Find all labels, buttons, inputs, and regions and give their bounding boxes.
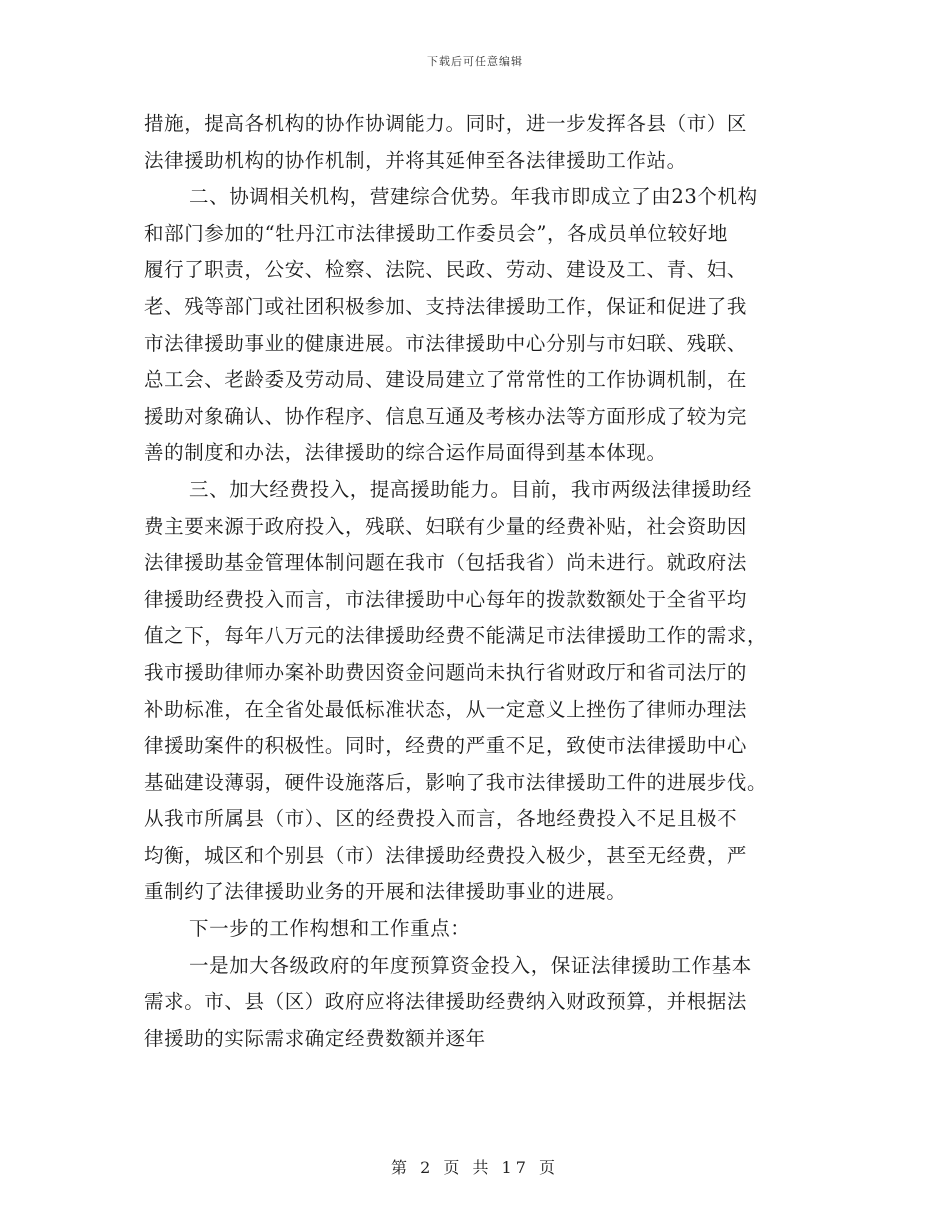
body-text <box>144 106 804 1057</box>
text-line: 法律援助机构的协作机制，并将其延伸至各法律援助工作站。 <box>144 148 687 172</box>
text-line: 履行了职责，公安、检察、法院、民政、劳动、建设及工、青、妇、 <box>144 258 748 282</box>
text-line: 从我市所属县（市）、区的经费投入而言，各地经费投入不足且极不 <box>144 807 738 831</box>
text-line: 律援助经费投入而言，市法律援助中心每年的拨款数额处于全省平均 <box>144 587 748 611</box>
text-line: 措施，提高各机构的协作协调能力。同时，进一步发挥各县（市）区 <box>144 112 748 135</box>
text-line: 市法律援助事业的健康进展。市法律援助中心分别与市妇联、残联、 <box>144 331 748 355</box>
text-line: 和部门参加的“牡丹江市法律援助工作委员会”，各成员单位较好地 <box>144 221 728 245</box>
text-line: 均衡，城区和个别县（市）法律援助经费投入极少，甚至无经费，严 <box>144 843 748 867</box>
text-line: 法律援助基金管理体制问题在我市（包括我省）尚未进行。就政府法 <box>144 551 748 575</box>
page-number-footer: 第 2 页 共 17 页 <box>391 1158 559 1177</box>
text-line: 总工会、老龄委及劳动局、建设局建立了常常性的工作协调机制，在 <box>144 368 748 392</box>
text-line: 我市援助律师办案补助费因资金问题尚未执行省财政厅和省司法厅的 <box>144 660 748 684</box>
text-line: 律援助的实际需求确定经费数额并逐年 <box>144 1026 486 1050</box>
text-line: 补助标准，在全省处最低标准状态，从一定意义上挫伤了律师办理法 <box>144 697 748 721</box>
text-line: 值之下，每年八万元的法律援助经费不能满足市法律援助工作的需求， <box>144 624 768 648</box>
paragraph-start-line: 一是加大各级政府的年度预算资金投入，保证法律援助工作基本 <box>189 953 752 977</box>
paragraph-start-line: 下一步的工作构想和工作重点： <box>189 917 471 941</box>
paragraph-start-line: 二、协调相关机构，营建综合优势。年我市即成立了由23个机构 <box>189 185 758 209</box>
text-line: 需求。市、县（区）政府应将法律援助经费纳入财政预算，并根据法 <box>144 990 748 1014</box>
text-line: 援助对象确认、协作程序、信息互通及考核办法等方面形成了较为完 <box>144 404 748 428</box>
text-line: 老、残等部门或社团积极参加、支持法律援助工作，保证和促进了我 <box>144 294 748 318</box>
header-note: 下载后可任意编辑 <box>427 55 523 68</box>
text-line: 善的制度和办法，法律援助的综合运作局面得到基本体现。 <box>144 441 667 465</box>
text-line: 重制约了法律援助业务的开展和法律援助事业的进展。 <box>144 880 627 904</box>
text-line: 费主要来源于政府投入，残联、妇联有少量的经费补贴，社会资助因 <box>144 514 748 538</box>
text-line: 律援助案件的积极性。同时，经费的严重不足，致使市法律援助中心 <box>144 734 748 758</box>
text-line: 基础建设薄弱，硬件设施落后，影响了我市法律援助工件的进展步伐。 <box>144 770 768 794</box>
paragraph-start-line: 三、加大经费投入，提高援助能力。目前，我市两级法律援助经 <box>189 477 752 501</box>
